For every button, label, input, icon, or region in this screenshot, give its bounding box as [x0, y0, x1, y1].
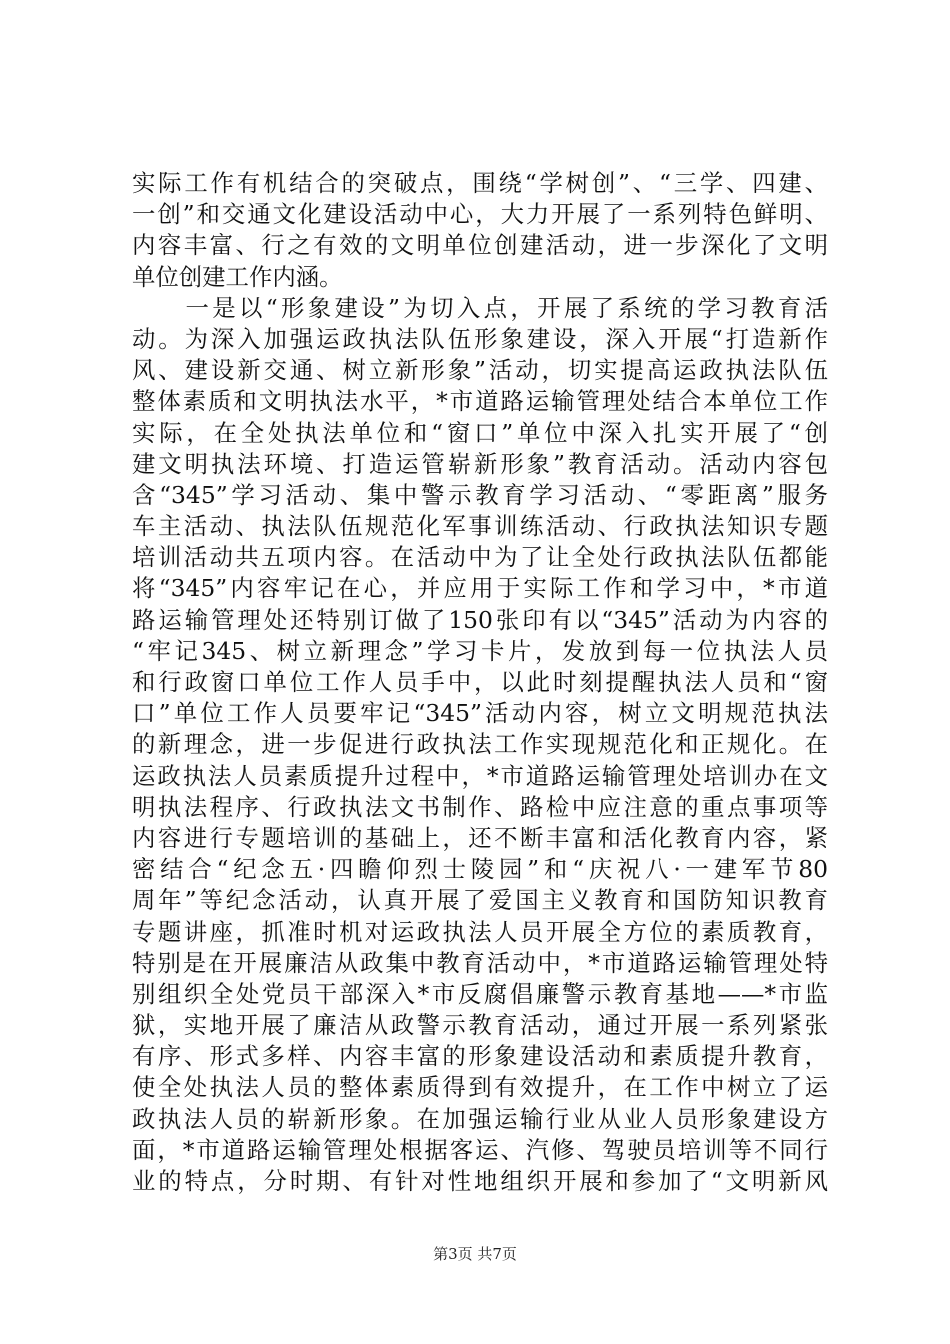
text-line: 别组织全处党员干部深入*市反腐倡廉警示教育基地——*市监 — [132, 979, 828, 1008]
text-line: 使全处执法人员的整体素质得到有效提升，在工作中树立了运 — [132, 1073, 828, 1102]
text-line: 车主活动、执法队伍规范化军事训练活动、行政执法知识专题 — [132, 512, 828, 541]
text-line: 口”单位工作人员要牢记“345”活动内容，树立文明规范执法 — [132, 699, 828, 728]
text-line: 密结合“纪念五·四瞻仰烈士陵园”和“庆祝八·一建军节80 — [132, 855, 828, 884]
text-line: 路运输管理处还特别订做了150张印有以“345”活动为内容的 — [132, 605, 828, 634]
text-line: “牢记345、树立新理念”学习卡片，发放到每一位执法人员 — [132, 636, 828, 665]
text-line: 业的特点，分时期、有针对性地组织开展和参加了“文明新风 — [132, 1167, 828, 1195]
text-line: 政执法人员的崭新形象。在加强运输行业从业人员形象建设方 — [132, 1104, 828, 1133]
text-line: 运政执法人员素质提升过程中，*市道路运输管理处培训办在文 — [132, 761, 828, 790]
text-line: 周年”等纪念活动，认真开展了爱国主义教育和国防知识教育 — [132, 886, 828, 915]
text-line: 的新理念，进一步促进行政执法工作实现规范化和正规化。在 — [132, 730, 828, 759]
text-line: 培训活动共五项内容。在活动中为了让全处行政执法队伍都能 — [132, 543, 828, 572]
text-line: 明执法程序、行政执法文书制作、路检中应注意的重点事项等 — [132, 792, 828, 821]
page-footer — [0, 1243, 950, 1264]
text-line: 内容丰富、行之有效的文明单位创建活动，进一步深化了文明 — [132, 231, 828, 260]
text-line: 一创”和交通文化建设活动中心，大力开展了一系列特色鲜明、 — [132, 200, 828, 229]
text-line: 建文明执法环境、打造运管崭新形象”教育活动。活动内容包 — [132, 449, 828, 478]
text-line: 和行政窗口单位工作人员手中，以此时刻提醒执法人员和“窗 — [132, 668, 828, 696]
text-line: 狱，实地开展了廉洁从政警示教育活动，通过开展一系列紧张 — [132, 1011, 828, 1040]
text-line: 专题讲座，抓准时机对运政执法人员开展全方位的素质教育， — [132, 917, 828, 946]
text-line: 实际，在全处执法单位和“窗口”单位中深入扎实开展了“创 — [132, 418, 828, 447]
text-line: 风、建设新交通、树立新形象”活动，切实提高运政执法队伍 — [132, 356, 828, 385]
text-line: 特别是在开展廉洁从政集中教育活动中，*市道路运输管理处特 — [132, 948, 828, 977]
text-line: 单位创建工作内涵。 — [132, 262, 343, 291]
text-line: 内容进行专题培训的基础上，还不断丰富和活化教育内容，紧 — [132, 823, 828, 852]
text-line: 整体素质和文明执法水平，*市道路运输管理处结合本单位工作 — [132, 387, 828, 416]
text-line: 动。为深入加强运政执法队伍形象建设，深入开展“打造新作 — [132, 324, 828, 353]
text-line: 将“345”内容牢记在心，并应用于实际工作和学习中，*市道 — [132, 574, 828, 603]
body-text — [132, 168, 828, 1197]
text-line: 有序、形式多样、内容丰富的形象建设活动和素质提升教育， — [132, 1042, 828, 1071]
text-line: 一是以“形象建设”为切入点，开展了系统的学习教育活 — [132, 293, 828, 322]
text-line: 实际工作有机结合的突破点，围绕“学树创”、“三学、四建、 — [132, 169, 828, 197]
text-line: 含“345”学习活动、集中警示教育学习活动、“零距离”服务 — [132, 480, 828, 509]
page-number-label: 第3页 共7页 — [433, 1245, 517, 1263]
text-line: 面，*市道路运输管理处根据客运、汽修、驾驶员培训等不同行 — [132, 1135, 828, 1164]
